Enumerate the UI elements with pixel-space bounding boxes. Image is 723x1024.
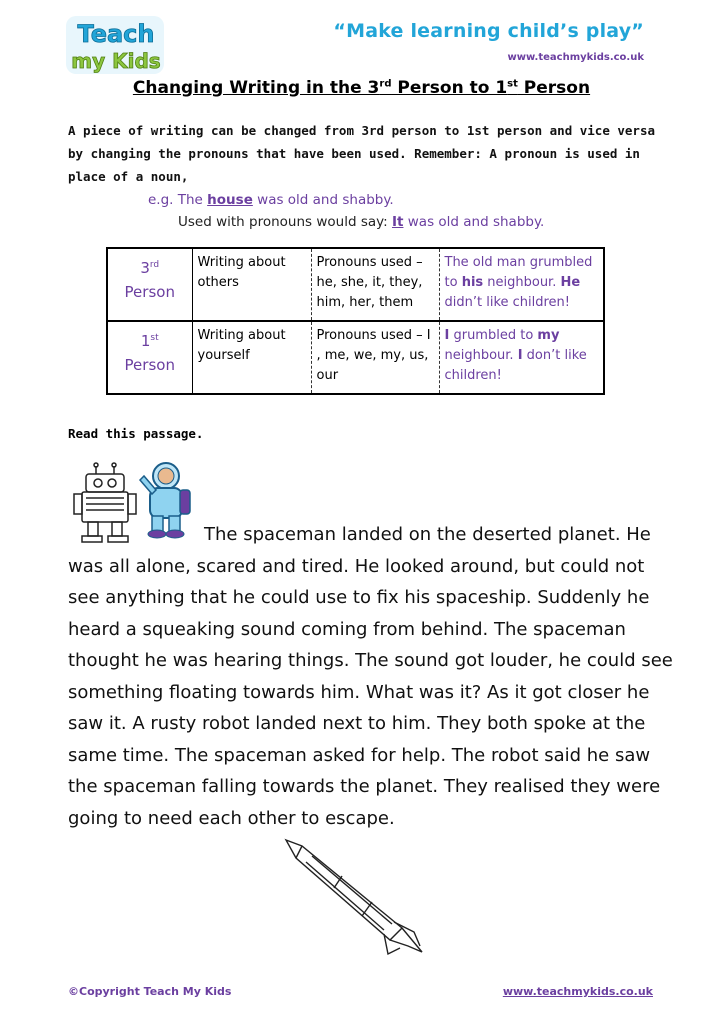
passage-text: The spaceman landed on the deserted planet. He was all alone, scared and tired. He looked around, but could not see anything that he could use to fix his spaceship. Suddenly he heard a squeaking sound coming from behind. The spaceman thought he was hearing things. The sound got louder, he could see something floating towards him. What was it? As it got closer he saw it. A rusty robot landed next to him. They both spoke at the same time. The spaceman asked for help. The robot said he saw the spaceman falling towards the planet. They realised they were going to need each other to escape. [68,524,673,829]
example-cell [439,321,604,394]
table-row [107,248,604,321]
example-text: didn’t like children! [444,295,571,310]
example-text: neighbour. [483,275,561,290]
example-text: The old man grumbled to [444,255,593,290]
person-table [106,247,605,395]
person-label: Person [124,283,175,301]
title-part3: Person [517,78,591,98]
example-text: neighbour. [444,348,518,363]
example-1-before: e.g. The [148,192,208,208]
person-number: 1 [140,332,151,350]
copyright-footer: ©Copyright Teach My Kids [68,985,232,998]
example-pronoun: his [461,275,484,290]
header-website[interactable]: www.teachmykids.co.uk [507,52,644,63]
person-sup: rd [149,260,160,270]
example-2-keyword: It [391,214,404,230]
intro-paragraph: A piece of writing can be changed from 3rd person to 1st person and vice versa by changing the pronouns that have been used. Remember: A pronoun is used in place of a noun, [68,123,655,184]
example-pronoun: I [517,348,523,363]
example-pronoun: my [537,328,560,343]
read-instruction: Read this passage. [68,426,204,441]
pronouns-cell: Pronouns used – I , me, we, my, us, our [311,321,439,394]
example-text: don’t like children! [444,348,587,383]
logo-text-mykids: my Kids [71,49,161,73]
example-pronoun: He [560,275,581,290]
example-1 [148,192,394,208]
description-cell: Writing about others [192,248,311,321]
example-pronoun: I [444,328,450,343]
table-row [107,321,604,394]
person-number: 3 [140,259,150,277]
example-1-after: was old and shabby. [252,192,394,208]
example-2-after: was old and shabby. [403,214,545,230]
example-1-keyword: house [207,192,253,208]
logo-text-teach: Teach [77,20,155,48]
footer-website-link[interactable]: www.teachmykids.co.uk [502,985,653,998]
title-part2: Person to 1 [391,78,508,98]
example-cell [439,248,604,321]
example-text: grumbled to [449,328,538,343]
teach-my-kids-logo [64,12,168,78]
person-cell [107,248,192,321]
example-2-lead: Used with pronouns would say: [178,214,392,230]
rocket-illustration [282,836,432,958]
pronouns-cell: Pronouns used – he, she, it, they, him, her, them [311,248,439,321]
page-title [0,78,723,98]
description-cell: Writing about yourself [192,321,311,394]
person-label: Person [124,356,175,374]
title-sup2: st [507,78,518,90]
title-sup1: rd [379,78,392,90]
tagline: “Make learning child’s play” [333,20,644,42]
example-2 [178,214,544,230]
person-sup: st [150,333,159,343]
person-cell [107,321,192,394]
title-part1: Changing Writing in the 3 [132,78,380,98]
